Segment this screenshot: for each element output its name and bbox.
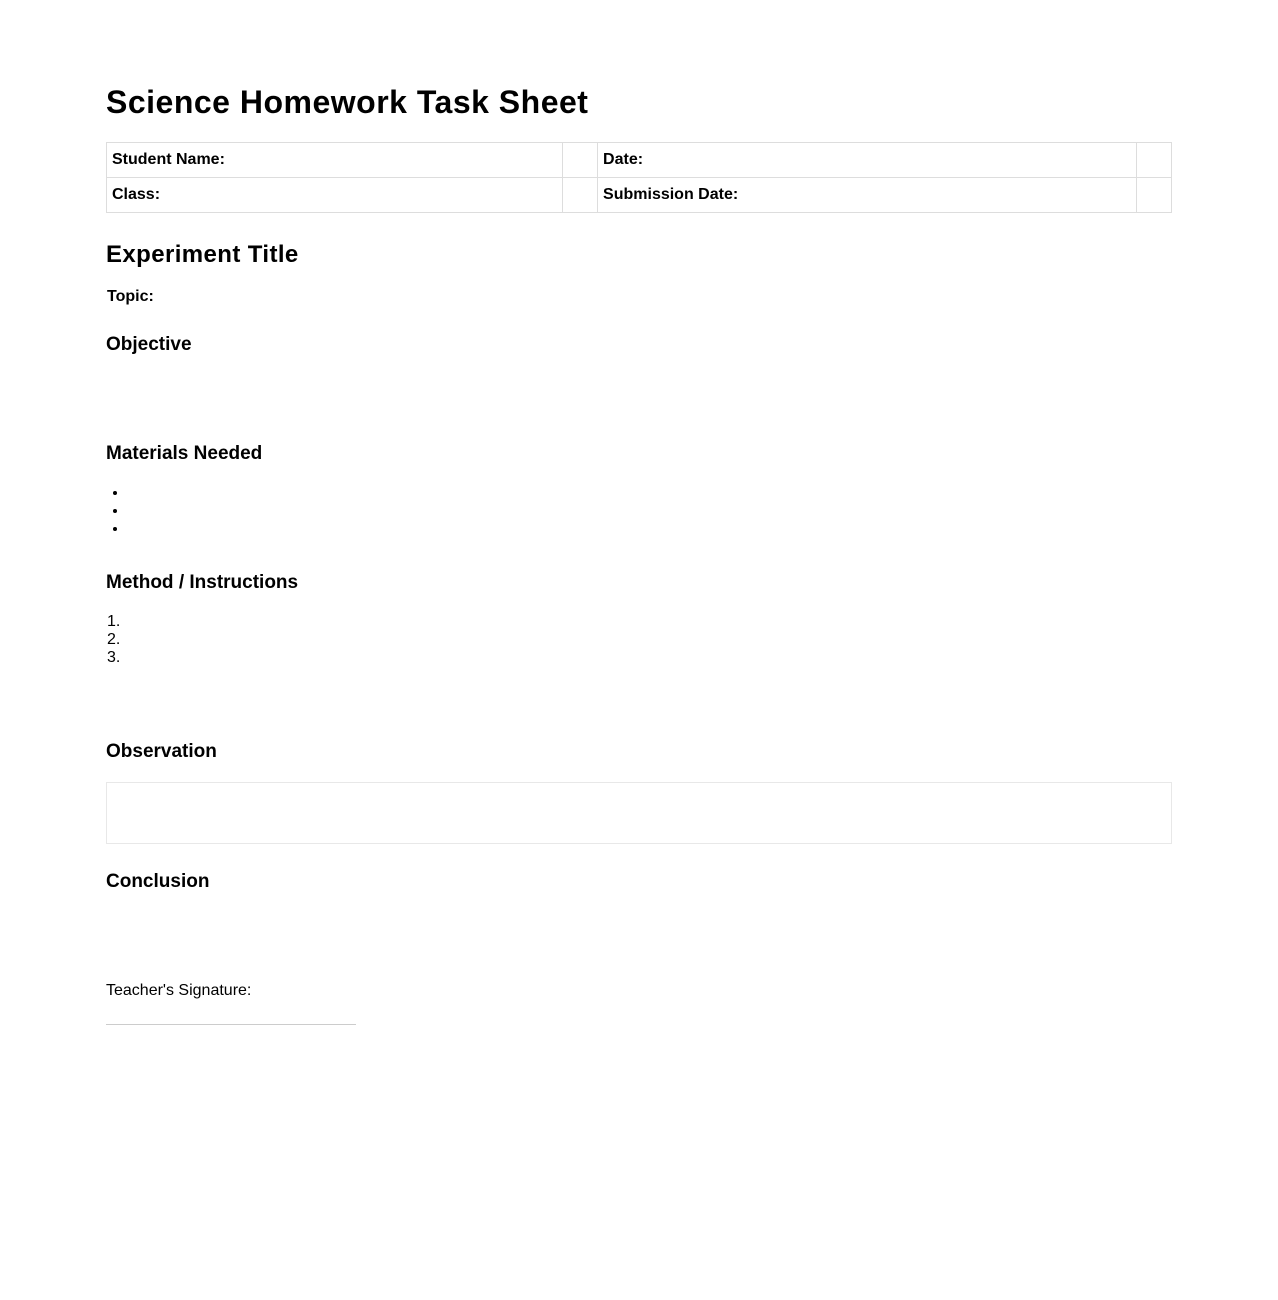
date-field[interactable] bbox=[1137, 143, 1172, 178]
class-label: Class: bbox=[107, 178, 563, 213]
materials-heading: Materials Needed bbox=[106, 443, 263, 464]
student-name-field[interactable] bbox=[563, 143, 598, 178]
materials-list bbox=[106, 484, 128, 538]
date-label: Date: bbox=[598, 143, 1137, 178]
objective-heading: Objective bbox=[106, 334, 192, 355]
table-row bbox=[107, 143, 1172, 178]
conclusion-heading: Conclusion bbox=[106, 871, 210, 892]
signature-line bbox=[106, 1024, 356, 1025]
page-title: Science Homework Task Sheet bbox=[106, 84, 589, 120]
list-item: 1. bbox=[107, 613, 121, 630]
topic-label: Topic: bbox=[107, 288, 154, 305]
list-item: 2. bbox=[107, 631, 121, 648]
class-field[interactable] bbox=[563, 178, 598, 213]
list-item: 3. bbox=[107, 649, 121, 666]
method-heading: Method / Instructions bbox=[106, 572, 299, 593]
submission-date-label: Submission Date: bbox=[598, 178, 1137, 213]
submission-date-field[interactable] bbox=[1137, 178, 1172, 213]
method-steps-list bbox=[107, 613, 120, 667]
table-row bbox=[107, 178, 1172, 213]
experiment-title-heading: Experiment Title bbox=[106, 241, 299, 268]
observation-box[interactable] bbox=[106, 782, 1172, 844]
student-info-table bbox=[106, 142, 1172, 213]
observation-heading: Observation bbox=[106, 741, 217, 762]
teacher-signature-label: Teacher's Signature: bbox=[106, 982, 252, 999]
student-name-label: Student Name: bbox=[107, 143, 563, 178]
